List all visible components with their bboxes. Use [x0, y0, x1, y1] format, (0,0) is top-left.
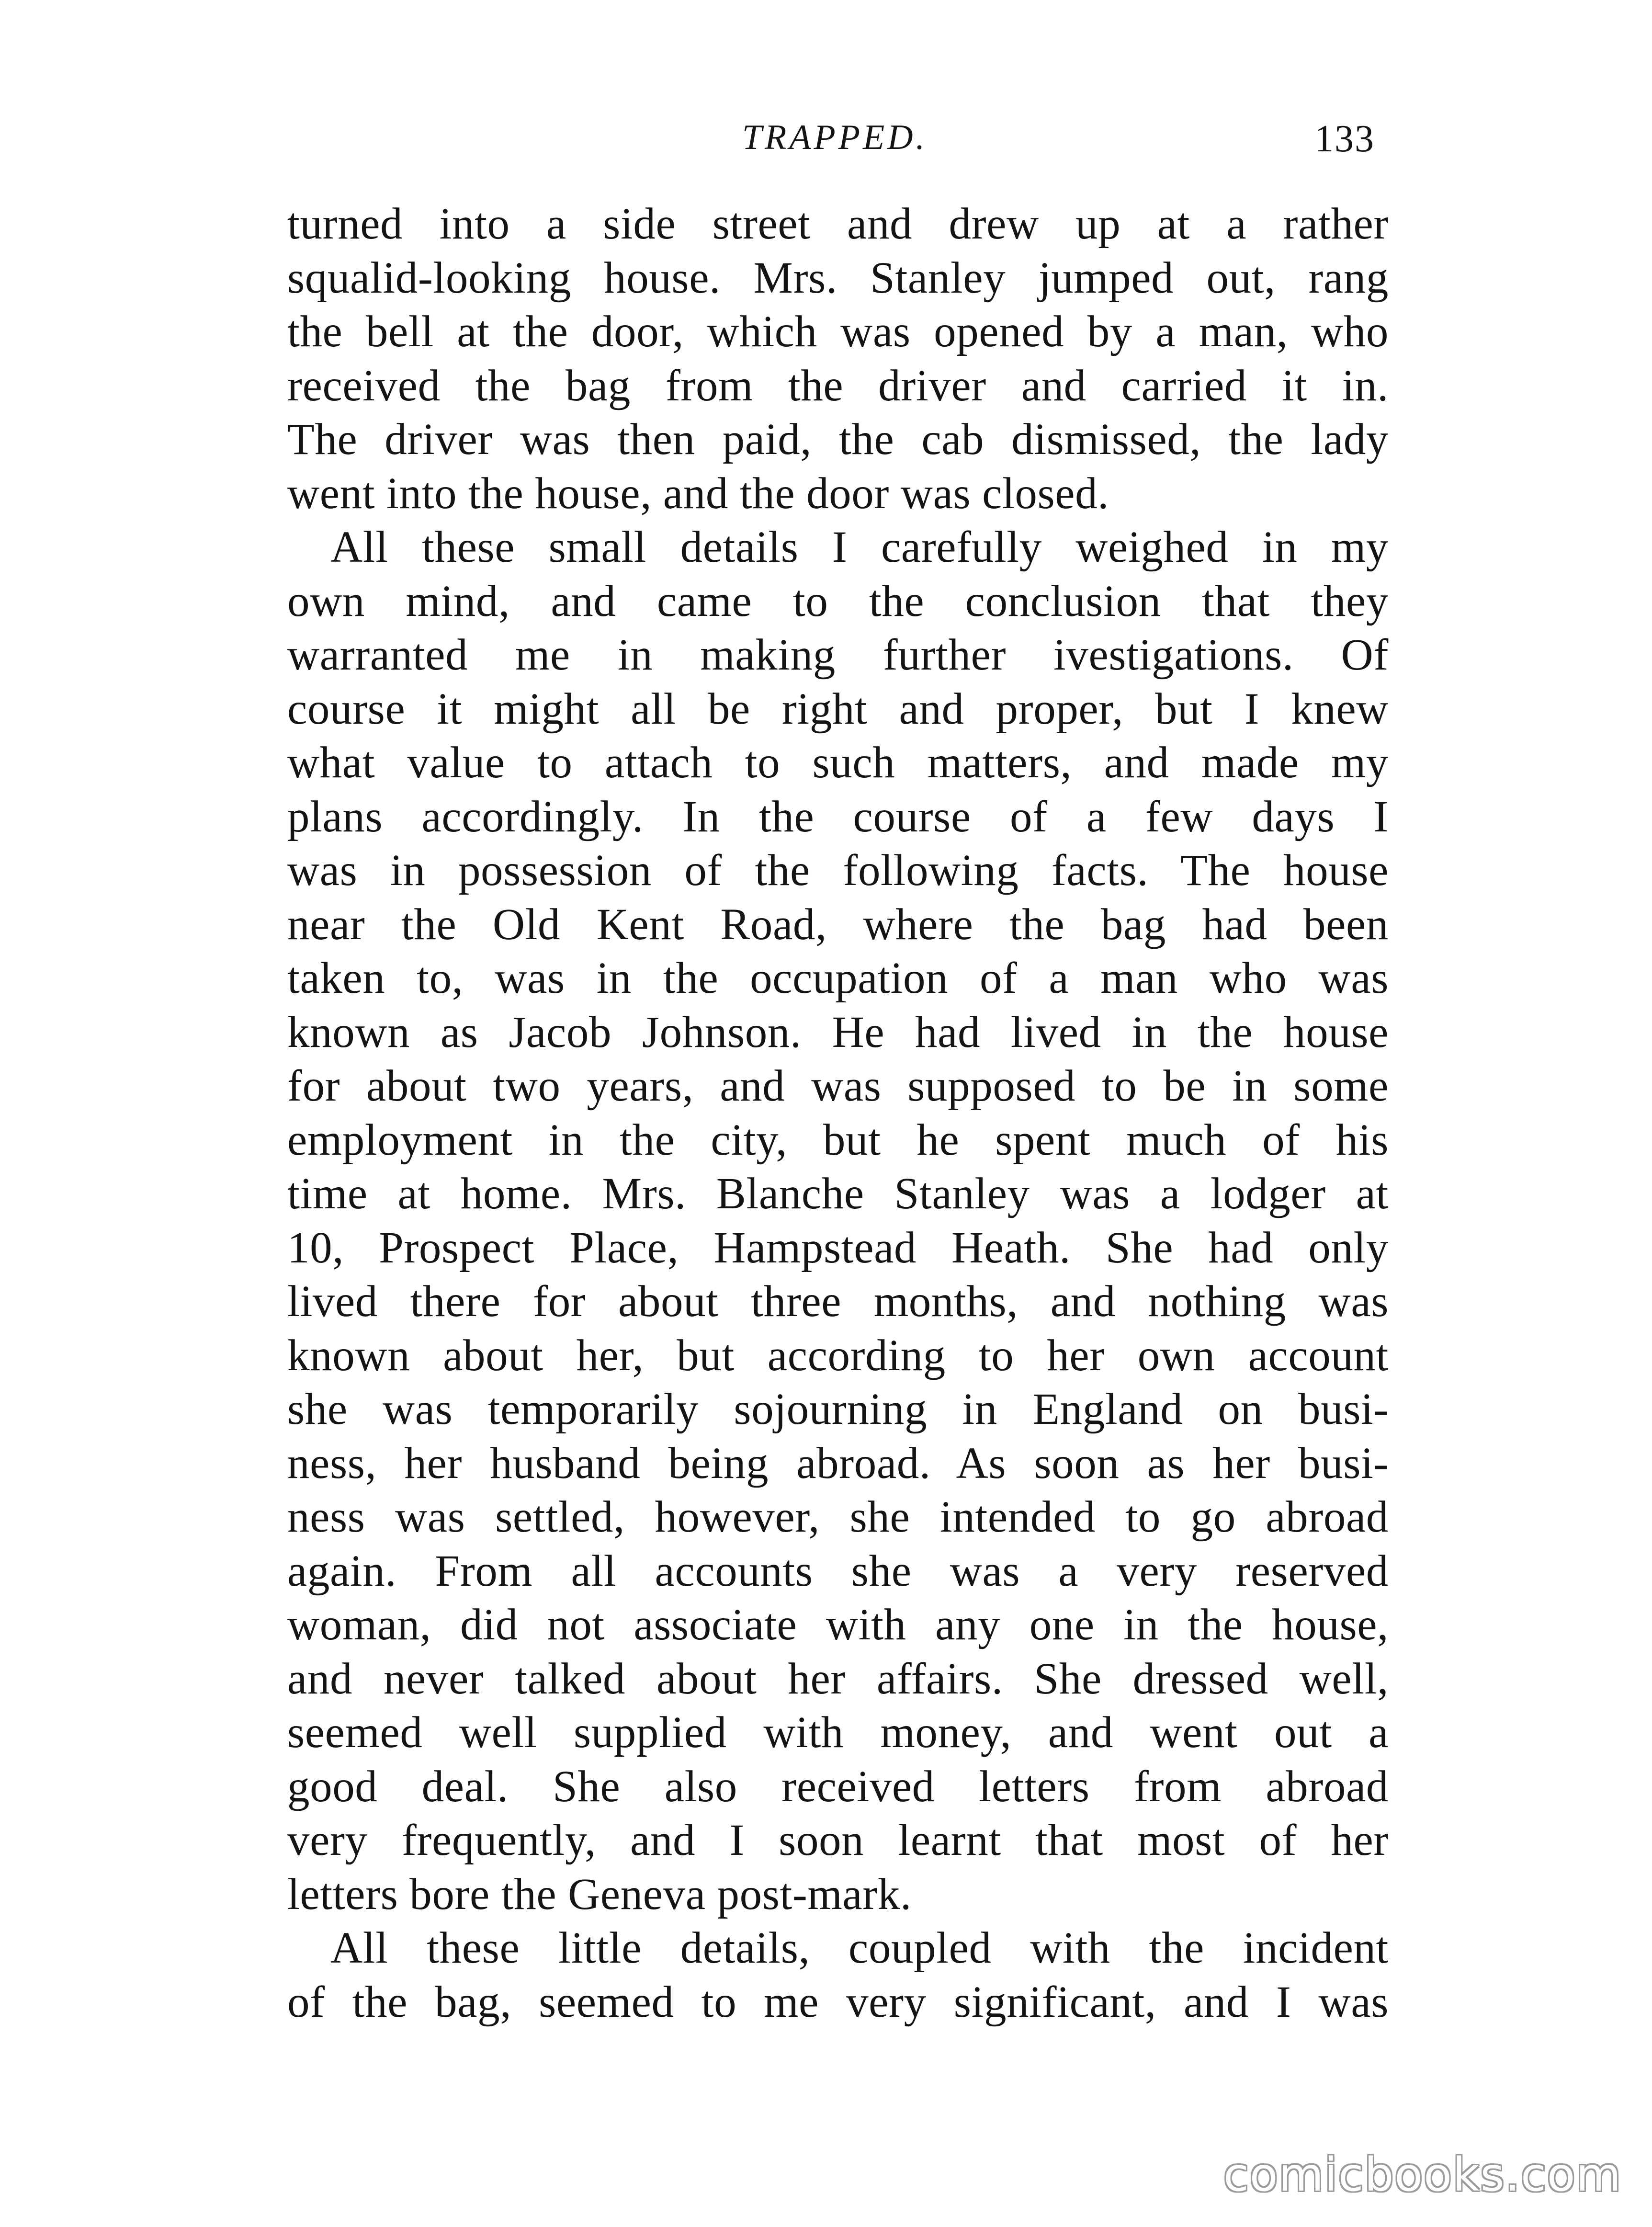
text-line: again. From all accounts she was a very reserved — [287, 1546, 1389, 1596]
text-line: what value to attach to such matters, and made my — [287, 738, 1389, 787]
text-line: known about her, but according to her own account — [287, 1330, 1389, 1380]
running-header — [0, 117, 1652, 175]
text-line: letters bore the Geneva post-mark. — [287, 1869, 912, 1919]
body-text — [287, 197, 1389, 2029]
text-line: time at home. Mrs. Blanche Stanley was a lodger at — [287, 1169, 1389, 1218]
text-line: went into the house, and the door was closed. — [287, 468, 1109, 518]
text-line: employment in the city, but he spent much of his — [287, 1115, 1389, 1165]
text-line: own mind, and came to the conclusion that they — [287, 576, 1389, 626]
text-line: near the Old Kent Road, where the bag had been — [287, 899, 1389, 949]
paragraph — [287, 197, 1389, 521]
running-title: TRAPPED. — [742, 118, 928, 157]
text-line: the bell at the door, which was opened by a man, who — [287, 307, 1389, 356]
text-line: plans accordingly. In the course of a few days I — [287, 792, 1389, 841]
text-line: woman, did not associate with any one in the house, — [287, 1600, 1389, 1649]
paragraph — [287, 521, 1389, 1921]
text-line: of the bag, seemed to me very significant, and I was — [287, 1977, 1389, 2027]
text-line: known as Jacob Johnson. He had lived in the house — [287, 1007, 1389, 1057]
text-line: and never talked about her affairs. She dressed well, — [287, 1654, 1389, 1704]
text-line: very frequently, and I soon learnt that most of her — [287, 1816, 1389, 1865]
text-line: lived there for about three months, and nothing was — [287, 1277, 1389, 1326]
text-line: for about two years, and was supposed to be in some — [287, 1061, 1389, 1111]
text-line: she was temporarily sojourning in England on busi- — [287, 1385, 1389, 1434]
text-line: course it might all be right and proper, but I knew — [287, 684, 1389, 734]
text-line: 10, Prospect Place, Hampstead Heath. She had only — [287, 1223, 1389, 1273]
text-line: All these little details, coupled with the incident — [330, 1923, 1389, 1973]
text-line: taken to, was in the occupation of a man who was — [287, 954, 1389, 1003]
text-line: ness was settled, however, she intended to go abroad — [287, 1492, 1389, 1542]
watermark-logo: comicbooks.com — [1223, 2148, 1622, 2202]
text-line: good deal. She also received letters from abroad — [287, 1761, 1389, 1811]
text-line: received the bag from the driver and carried it in. — [287, 361, 1389, 410]
text-line: The driver was then paid, the cab dismissed, the lady — [287, 415, 1389, 464]
text-line: warranted me in making further ivestigations. Of — [287, 630, 1389, 680]
text-line: squalid-looking house. Mrs. Stanley jumped out, rang — [287, 253, 1389, 303]
text-line: seemed well supplied with money, and went out a — [287, 1708, 1389, 1757]
text-line: was in possession of the following facts. The house — [287, 846, 1389, 895]
page-number: 133 — [1314, 118, 1375, 160]
text-line: ness, her husband being abroad. As soon as her busi- — [287, 1438, 1389, 1488]
text-line: All these small details I carefully weighed in my — [330, 523, 1389, 572]
text-line: turned into a side street and drew up at a rather — [287, 199, 1389, 249]
paragraph — [287, 1921, 1389, 2029]
